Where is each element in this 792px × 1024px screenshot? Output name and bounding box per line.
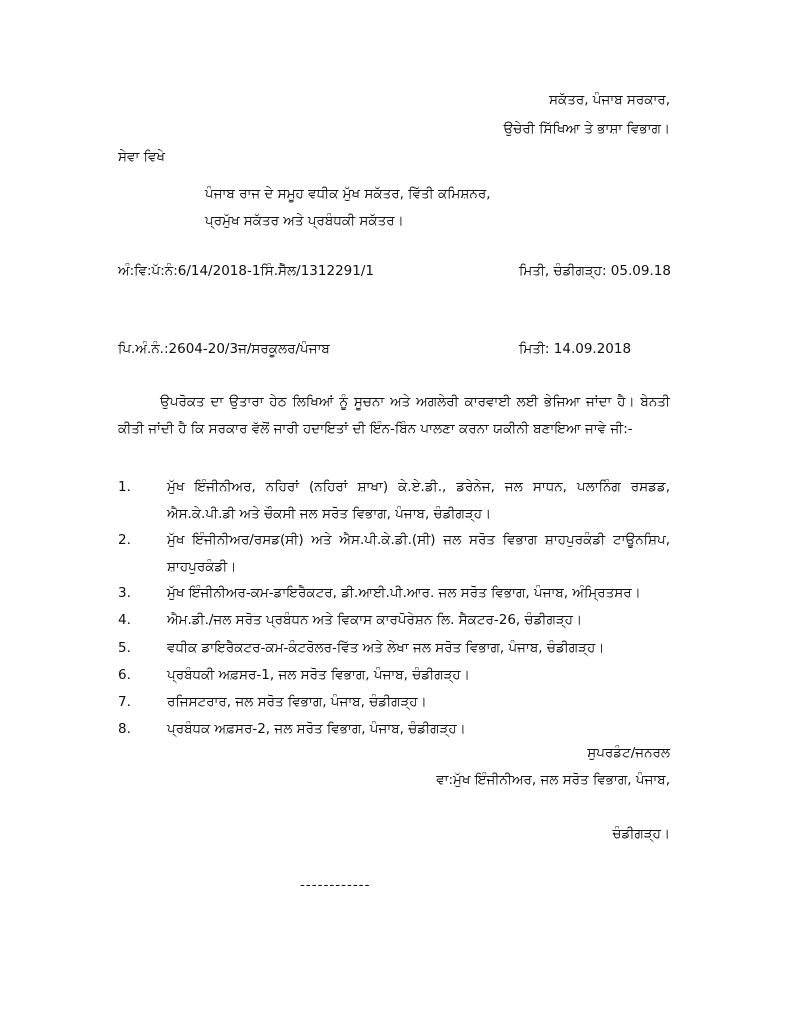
list-item-text: ਪ੍ਰਬੰਧਕੀ ਅਫ਼ਸਰ-1, ਜਲ ਸਰੋਤ ਵਿਭਾਗ, ਪੰਜਾਬ, ਚੰਡੀਗੜ੍ਹ। xyxy=(167,667,470,683)
signature-place: ਚੰਡੀਗੜ੍ਹ। xyxy=(612,826,670,842)
recipient-line-2: ਪ੍ਰਮੁੱਖ ਸਕੱਤਰ ਅਤੇ ਪ੍ਰਬੰਧਕੀ ਸਕੱਤਰ। xyxy=(205,213,404,229)
list-item-text: ਮੁੱਖ ਇੰਜੀਨੀਅਰ-ਕਮ-ਡਾਇਰੈਕਟਰ, ਡੀ.ਆਈ.ਪੀ.ਆਰ. ਜਲ ਸਰੋਤ ਵਿਭਾਗ, ਪੰਜਾਬ, ਅੰਮ੍ਰਿਤਸਰ। xyxy=(167,585,641,601)
reference-number: ਅੰ:ਵਿ:ਪੱ:ਨੰ:6/14/2018-1ਸਿੰ.ਸੈੱਲ/1312291/1 xyxy=(118,263,374,279)
salutation: ਸੇਵਾ ਵਿਖੇ xyxy=(118,149,165,165)
list-item-number: 1. xyxy=(118,479,131,495)
list-item-number: 8. xyxy=(118,721,131,737)
list-item-number: 4. xyxy=(118,612,131,628)
body-paragraph xyxy=(118,389,670,443)
endorsement-date: ਮਿਤੀ: 14.09.2018 xyxy=(519,341,632,357)
recipient-line-1: ਪੰਜਾਬ ਰਾਜ ਦੇ ਸਮੂਹ ਵਧੀਕ ਮੁੱਖ ਸਕੱਤਰ, ਵਿੱਤੀ ਕਮਿਸ਼ਨਰ, xyxy=(205,186,491,202)
list-item-text: ਰਜਿਸਟਰਾਰ, ਜਲ ਸਰੋਤ ਵਿਭਾਗ, ਪੰਜਾਬ, ਚੰਡੀਗੜ੍ਹ। xyxy=(167,694,427,710)
list-item-number: 5. xyxy=(118,640,131,656)
list-item-number: 3. xyxy=(118,585,131,601)
list-item-text: ਐਮ.ਡੀ./ਜਲ ਸਰੋਤ ਪ੍ਰਬੰਧਨ ਅਤੇ ਵਿਕਾਸ ਕਾਰਪੋਰੇਸ਼ਨ ਲਿ. ਸੈਕਟਰ-26, ਚੰਡੀਗੜ੍ਹ। xyxy=(167,612,583,628)
sender-line-1: ਸਕੱਤਰ, ਪੰਜਾਬ ਸਰਕਾਰ, xyxy=(549,92,670,108)
list-item-number: 6. xyxy=(118,667,131,683)
endorsement-number: ਪਿ.ਅੰ.ਨੰ.:2604-20/3ਜ/ਸਰਕੂਲਰ/ਪੰਜਾਬ xyxy=(118,341,330,357)
end-marker: ------------ xyxy=(300,877,371,893)
body-text: ਉਪਰੋਕਤ ਦਾ ਉਤਾਰਾ ਹੇਠ ਲਿਖਿਆਂ ਨੂੰ ਸੂਚਨਾ ਅਤੇ ਅਗਲੇਰੀ ਕਾਰਵਾਈ ਲਈ ਭੇਜਿਆ ਜਾਂਦਾ ਹੈ। ਬੇਨਤੀ ਕੀਤੀ ਜਾਂਦੀ ਹੈ ਕਿ ਸਰਕਾਰ ਵੱਲੋਂ ਜਾਰੀ ਹਦਾਇਤਾਂ ਦੀ ਇੰਨ-ਬਿੰਨ ਪਾਲਣਾ ਕਰਨਾ ਯਕੀਨੀ ਬਣਾਇਆ ਜਾਵੇ ਜੀ:- xyxy=(118,394,670,437)
sender-line-2: ਉਚੇਰੀ ਸਿੱਖਿਆ ਤੇ ਭਾਸ਼ਾ ਵਿਭਾਗ। xyxy=(503,121,670,137)
signature-office: ਵਾ:ਮੁੱਖ ਇੰਜੀਨੀਅਰ, ਜਲ ਸਰੋਤ ਵਿਭਾਗ, ਪੰਜਾਬ, xyxy=(436,772,670,788)
list-item-text: ਮੁੱਖ ਇੰਜੀਨੀਅਰ, ਨਹਿਰਾਂ (ਨਹਿਰਾਂ ਸ਼ਾਖਾ) ਕੇ.ਏ.ਡੀ., ਡਰੇਨੇਜ, ਜਲ ਸਾਧਨ, ਪਲਾਨਿੰਗ ਰਸਡਡ, ਐਸ.ਕੇ.ਪੀ.ਡੀ ਅਤੇ ਚੌਕਸੀ ਜਲ ਸਰੋਤ ਵਿਭਾਗ, ਪੰਜਾਬ, ਚੰਡੀਗੜ੍ਹ। xyxy=(167,479,670,522)
list-item-text: ਵਧੀਕ ਡਾਇਰੈਕਟਰ-ਕਮ-ਕੰਟਰੋਲਰ-ਵਿੱਤ ਅਤੇ ਲੇਖਾ ਜਲ ਸਰੋਤ ਵਿਭਾਗ, ਪੰਜਾਬ, ਚੰਡੀਗੜ੍ਹ। xyxy=(167,640,605,656)
list-item-number: 2. xyxy=(118,532,131,548)
signature-designation: ਸੁਪਰਡੰਟ/ਜਨਰਲ xyxy=(587,745,670,761)
list-item-number: 7. xyxy=(118,694,131,710)
reference-date: ਮਿਤੀ, ਚੰਡੀਗੜ੍ਹ: 05.09.18 xyxy=(519,263,671,279)
list-item-text: ਪ੍ਰਬੰਧਕ ਅਫ਼ਸਰ-2, ਜਲ ਸਰੋਤ ਵਿਭਾਗ, ਪੰਜਾਬ, ਚੰਡੀਗੜ੍ਹ। xyxy=(167,721,466,737)
list-item-text: ਮੁੱਖ ਇੰਜੀਨੀਅਰ/ਰਸਡ(ਸੀ) ਅਤੇ ਐਸ.ਪੀ.ਕੇ.ਡੀ.(ਸੀ) ਜਲ ਸਰੋਤ ਵਿਭਾਗ ਸ਼ਾਹਪੁਰਕੰਡੀ ਟਾਊਨਸ਼ਿਪ, ਸ਼ਾਹਪੁਰਕੰਡੀ। xyxy=(167,532,670,575)
